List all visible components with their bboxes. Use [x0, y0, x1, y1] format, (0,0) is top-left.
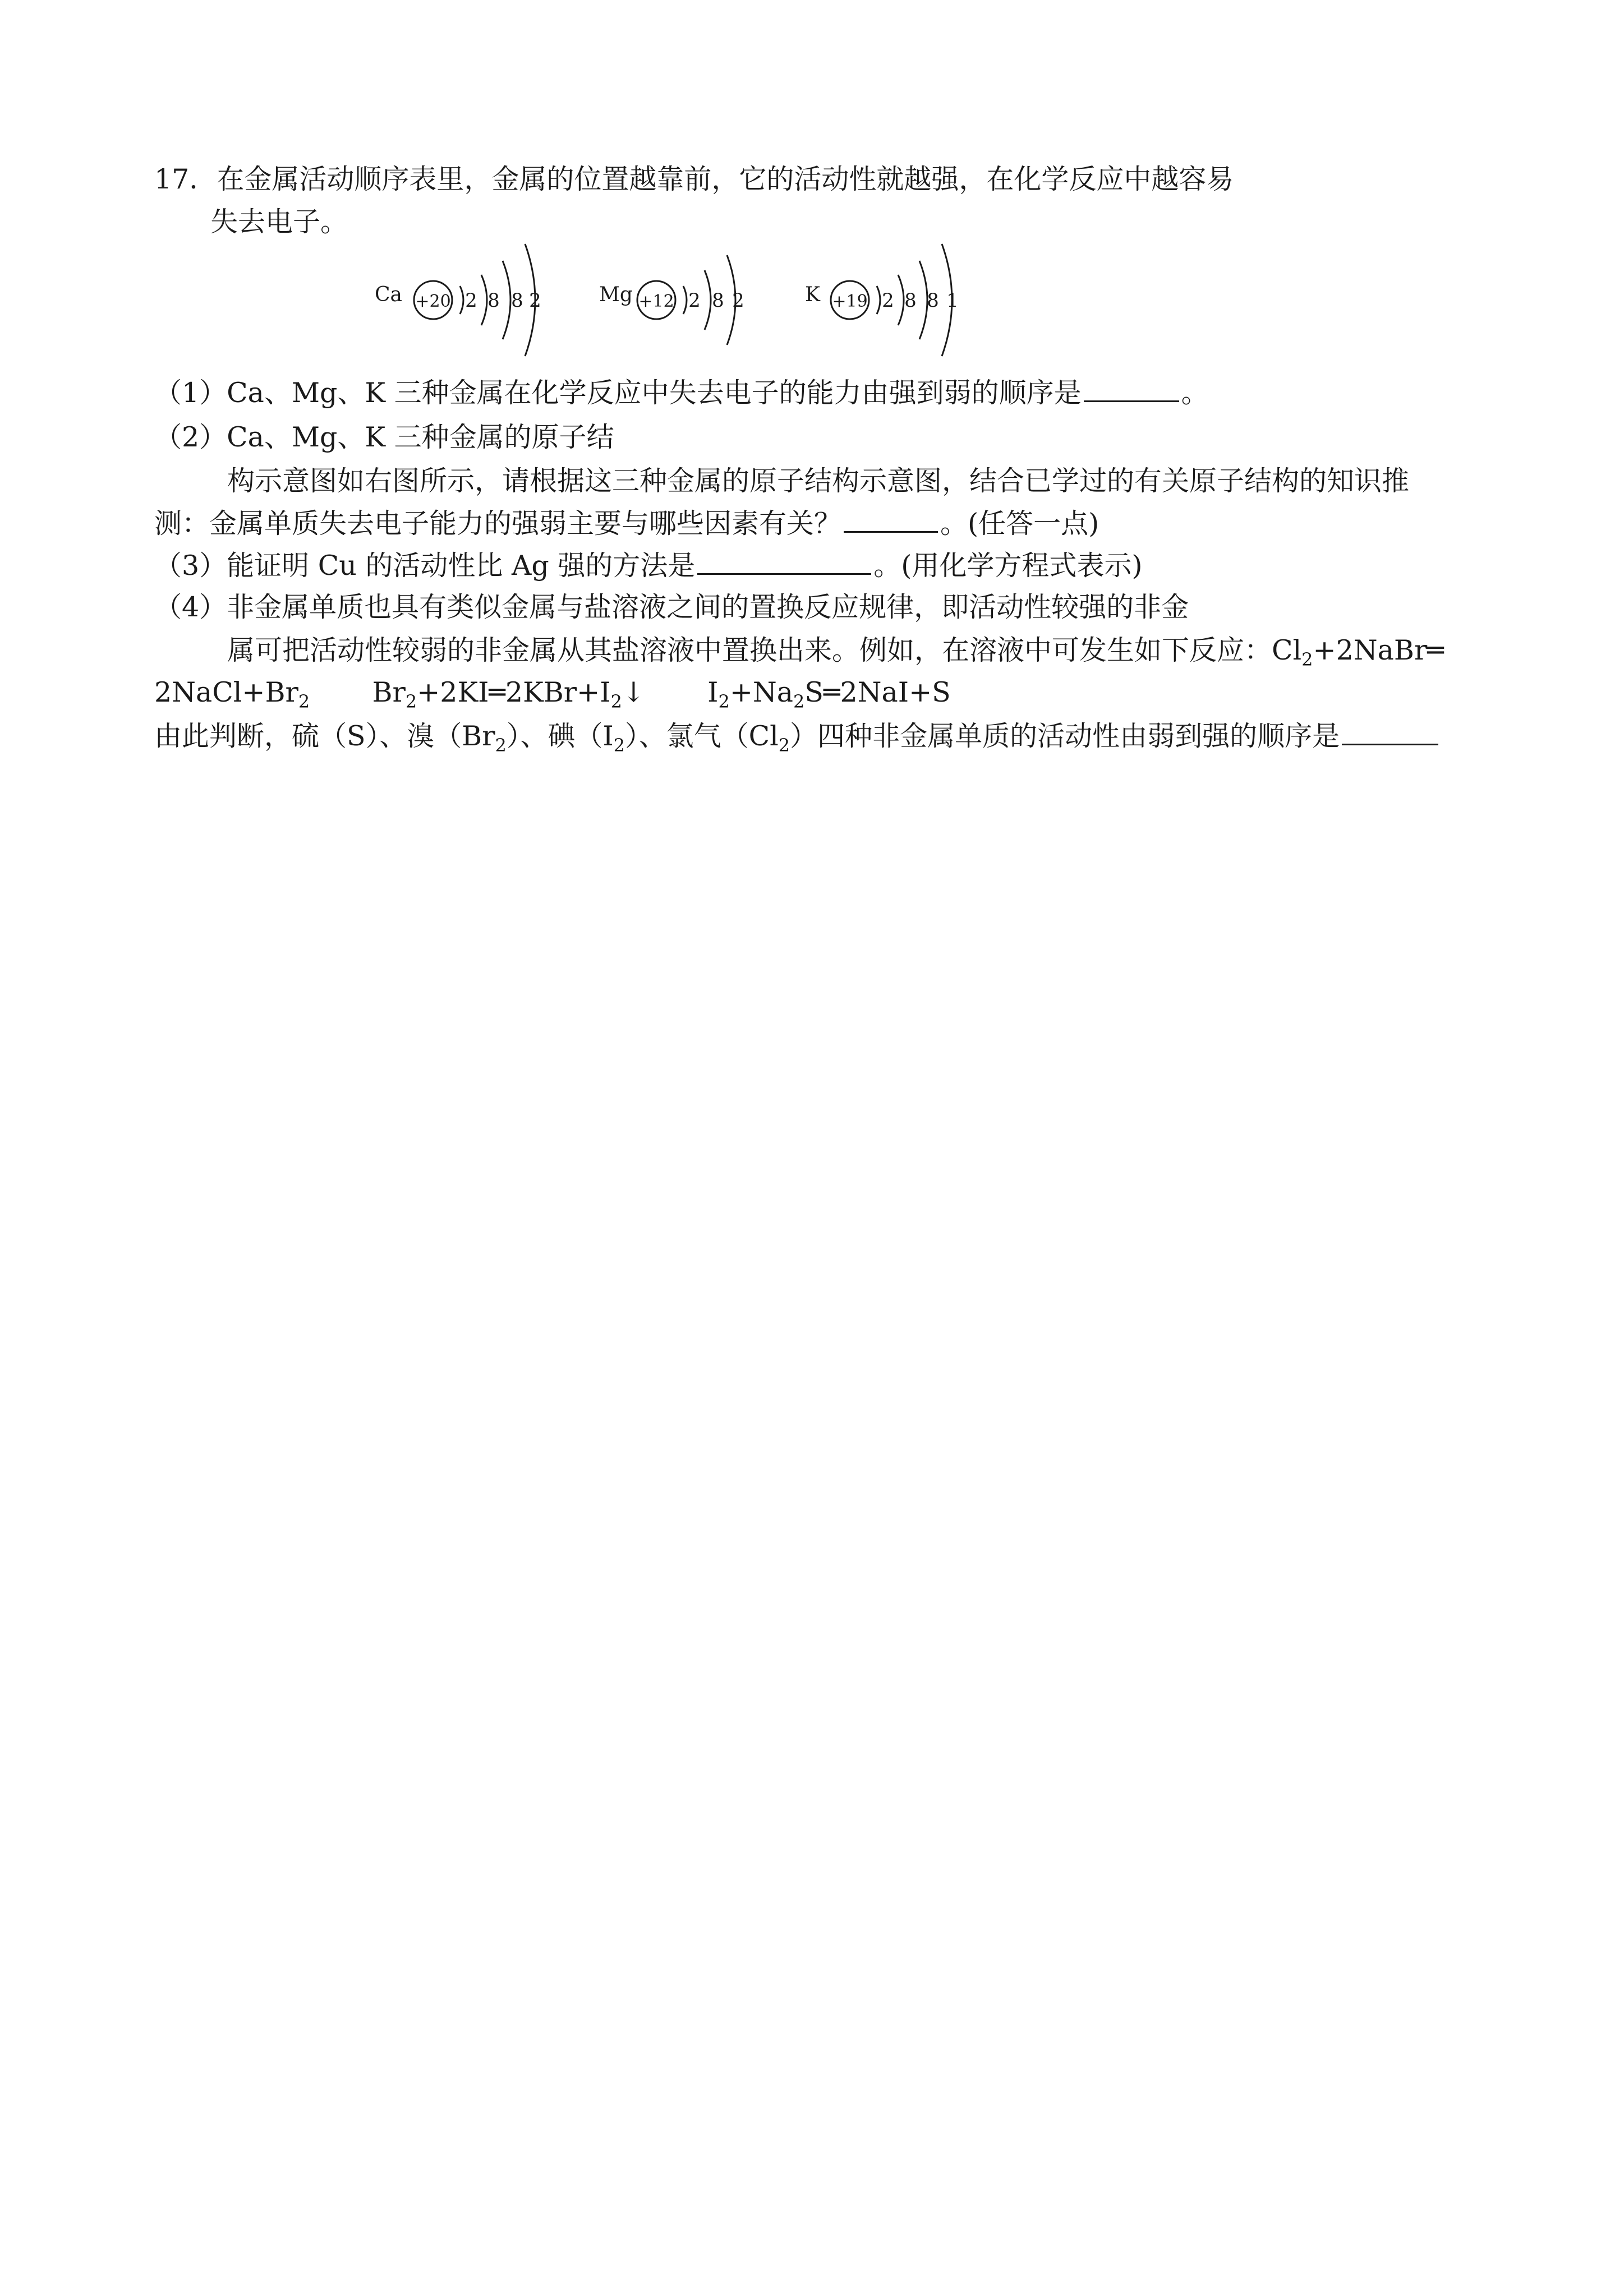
q2-tail: 。(任答一点) [940, 508, 1099, 540]
q3-answer-blank[interactable] [697, 548, 871, 575]
shell-electrons: 8 [511, 289, 523, 312]
atom-symbol: K [805, 283, 820, 306]
q2-answer-blank[interactable] [844, 506, 938, 533]
atomic-structure-diagram [359, 236, 1032, 365]
atom-symbol: Ca [375, 283, 403, 306]
atom-mg [599, 255, 744, 345]
shell-electrons: 8 [904, 289, 917, 312]
q4-answer-blank[interactable] [1342, 719, 1438, 745]
nucleus-charge: +12 [638, 292, 674, 311]
shell-electrons: 2 [732, 289, 744, 312]
q1-text: （1）Ca、Mg、K 三种金属在化学反应中失去电子的能力由强到弱的顺序是 [154, 377, 1082, 409]
question-intro-line1: 17．在金属活动顺序表里，金属的位置越靠前，它的活动性就越强，在化学反应中越容易 [154, 163, 1234, 195]
shell-electrons: 8 [927, 289, 939, 312]
shell-electrons: 1 [946, 289, 959, 312]
question-2-line2: 构示意图如右图所示，请根据这三种金属的原子结构示意图，结合已学过的有关原子结构的知识推 [227, 465, 1410, 497]
shell-electrons: 2 [529, 289, 541, 312]
shell-electrons: 2 [882, 289, 894, 312]
question-4-line4: 由此判断，硫（S）、溴$(Br_2)$、碘$(I_2)$、氯气$(Cl_2)$四种非金属单质的活动性由弱到强的顺序是 [154, 719, 1441, 753]
q3-text: （3）能证明 Cu 的活动性比 Ag 强的方法是 [154, 550, 696, 582]
equation-2: $Br_2+2KI═2KBr+I_2↓$ [372, 676, 645, 712]
atom-symbol: Mg [599, 283, 633, 306]
equation-1: $2NaCl+Br_2$ [154, 676, 310, 712]
shell-electrons: 8 [487, 289, 500, 312]
q3-tail: 。(用化学方程式表示) [873, 550, 1143, 582]
q1-tail: 。 [1181, 377, 1209, 409]
shell-electrons: 2 [688, 289, 701, 312]
shell-electrons: 8 [712, 289, 724, 312]
q2-text: 测：金属单质失去电子能力的强弱主要与哪些因素有关？ [154, 508, 842, 540]
question-4-equations [154, 676, 951, 712]
question-3 [154, 548, 1143, 583]
question-4-line1: （4）非金属单质也具有类似金属与盐溶液之间的置换反应规律，即活动性较强的非金 [154, 591, 1189, 623]
question-2-line1: （2）Ca、Mg、K 三种金属的原子结 [154, 421, 614, 453]
nucleus-charge: +20 [415, 292, 451, 311]
question-4-line2: 属可把活动性较弱的非金属从其盐溶液中置换出来。例如，在溶液中可发生如下反应：$Cl_2+2NaBr═$ [227, 634, 1444, 670]
question-2-line3 [154, 506, 1099, 541]
nucleus-charge: +19 [832, 292, 868, 311]
shell-electrons: 2 [465, 289, 477, 312]
equation-3: $I_2+Na_2S═2NaI+S$ [707, 676, 951, 712]
question-intro-line2: 失去电子。 [210, 206, 348, 238]
atom-k [805, 244, 959, 356]
question-1 [154, 376, 1209, 410]
atom-ca [375, 244, 541, 356]
q1-answer-blank[interactable] [1084, 376, 1179, 402]
